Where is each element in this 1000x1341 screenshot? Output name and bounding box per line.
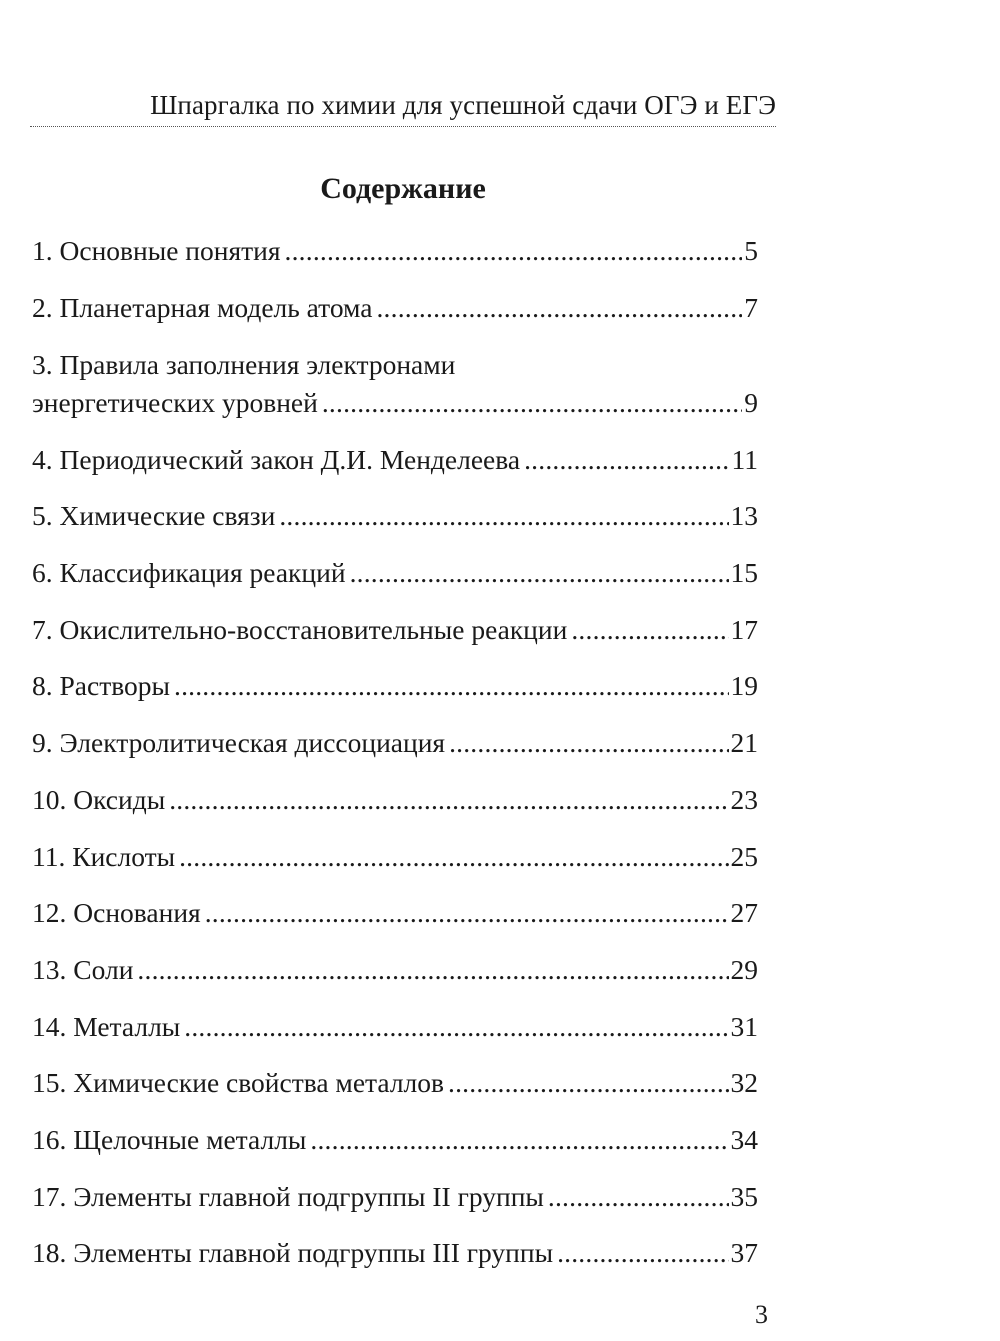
toc-entry [32, 894, 758, 932]
toc-entry [32, 951, 758, 989]
dot-leader [279, 497, 728, 535]
toc-entry-title: 1. Основные понятия [32, 235, 281, 266]
toc-entry [32, 289, 758, 327]
dot-leader [448, 1064, 728, 1102]
toc-entry-page: 27 [730, 897, 758, 928]
toc-entry-title: 13. Соли [32, 954, 134, 985]
toc-entry-page: 25 [730, 841, 758, 872]
toc-entry [32, 667, 758, 705]
dot-leader [548, 1178, 729, 1216]
running-header-text: Шпаргалка по химии для успешной сдачи ОГЭ и ЕГЭ [150, 90, 776, 120]
toc-entry-title: 16. Щелочные металлы [32, 1124, 307, 1155]
toc-title: Содержание [320, 172, 486, 205]
toc-entry-page: 13 [730, 500, 758, 531]
toc-entry-title: 15. Химические свойства металлов [32, 1067, 445, 1098]
toc-entry [32, 1178, 758, 1216]
toc-entry-page: 32 [730, 1067, 758, 1098]
toc-entry-title: 4. Периодический закон Д.И. Менделеева [32, 444, 521, 475]
dot-leader [376, 289, 742, 327]
toc-entry-page: 9 [744, 387, 758, 418]
dot-leader [174, 667, 729, 705]
toc-entry [32, 724, 758, 762]
toc-entry-title: 9. Электролитическая диссоциация [32, 727, 446, 758]
toc-entry-title-continued: энергетических уровней [32, 387, 318, 418]
toc-entry-title: 17. Элементы главной подгруппы II группы [32, 1181, 544, 1212]
toc-entry-page: 11 [731, 444, 758, 475]
toc-entry [32, 554, 758, 592]
toc-entry-page: 34 [730, 1124, 758, 1155]
page-number: 3 [755, 1300, 768, 1329]
toc-entry-title: 12. Основания [32, 897, 201, 928]
dot-leader [350, 554, 729, 592]
dot-leader [571, 611, 728, 649]
dot-leader [449, 724, 728, 762]
toc-entry-page: 29 [730, 954, 758, 985]
dot-leader [179, 838, 728, 876]
toc-entry-page: 35 [730, 1181, 758, 1212]
toc-entry-title: 5. Химические связи [32, 500, 276, 531]
toc-entry [32, 611, 758, 649]
dot-leader [322, 384, 742, 422]
toc-entry-title: 11. Кислоты [32, 841, 176, 872]
dot-leader [557, 1234, 728, 1272]
toc-entry [32, 1121, 758, 1159]
toc-entry [32, 838, 758, 876]
toc-entry [32, 781, 758, 819]
toc-entry-page: 15 [730, 557, 758, 588]
toc-entry [32, 346, 758, 422]
dot-leader [137, 951, 728, 989]
toc-entry [32, 1064, 758, 1102]
toc-entry-title: 18. Элементы главной подгруппы III группы [32, 1237, 554, 1268]
dot-leader [285, 232, 743, 270]
toc-entry [32, 1234, 758, 1272]
toc-entry-page: 7 [744, 292, 758, 323]
toc-entry-page: 37 [730, 1237, 758, 1268]
toc-entry-title: 3. Правила заполнения электронами [32, 349, 456, 380]
toc-entry [32, 441, 758, 479]
toc-entry-page: 31 [730, 1011, 758, 1042]
toc-entry-page: 19 [730, 670, 758, 701]
dot-leader [184, 1008, 728, 1046]
dot-leader [524, 441, 729, 479]
toc-entry-title: 8. Растворы [32, 670, 170, 701]
toc-entry-page: 23 [730, 784, 758, 815]
toc-entry [32, 497, 758, 535]
toc-entry-title: 10. Оксиды [32, 784, 166, 815]
dot-leader [169, 781, 728, 819]
toc-entry-title: 14. Металлы [32, 1011, 181, 1042]
toc-entry [32, 1008, 758, 1046]
running-header [30, 84, 776, 127]
toc-entry-page: 17 [730, 614, 758, 645]
toc-entry-title: 2. Планетарная модель атома [32, 292, 373, 323]
dot-leader [205, 894, 729, 932]
toc-entry [32, 232, 758, 270]
toc-entry-page: 5 [744, 235, 758, 266]
toc-entry-title: 7. Окислительно-восстановительные реакции [32, 614, 568, 645]
toc-entry-page: 21 [730, 727, 758, 758]
toc-entry-title: 6. Классификация реакций [32, 557, 346, 588]
dot-leader [310, 1121, 728, 1159]
